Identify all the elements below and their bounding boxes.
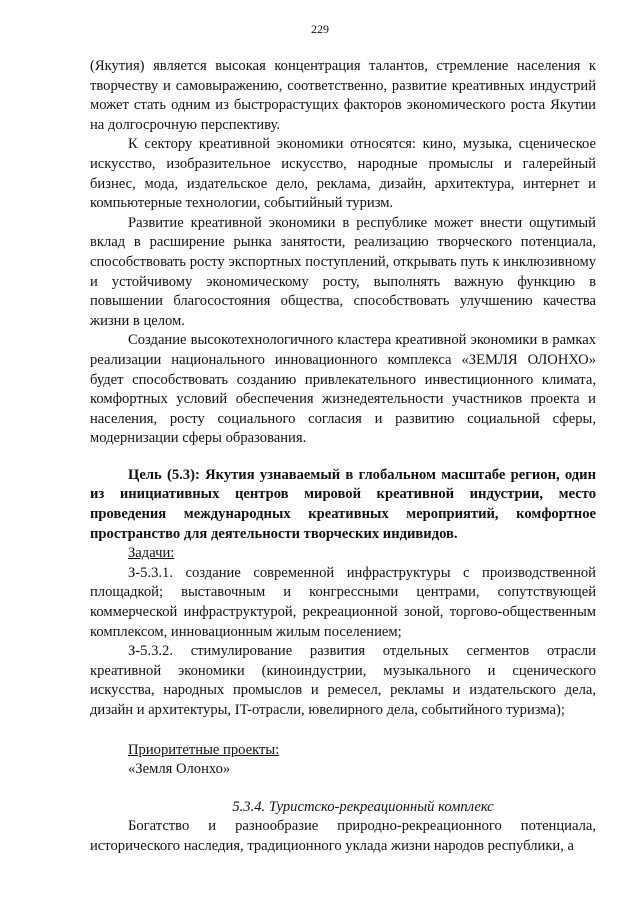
goal-statement: Цель (5.3): Якутия узнаваемый в глобальном масштабе регион, один из инициативных центров мировой креативной индустрии, место проведения международных креативных мероприятий, комфортное пространство для деятельности творческих индивидов.	[90, 466, 596, 542]
priority-projects-heading-text: Приоритетные проекты:	[128, 741, 280, 758]
paragraph-tourism-potential: Богатство и разнообразие природно-рекреационного потенциала, исторического наследия, традиционного уклада жизни народов республики, а	[90, 818, 596, 854]
priority-projects-heading	[90, 741, 596, 761]
task-item: З-5.3.2. стимулирование развития отдельных сегментов отрасли креативной экономики (киноиндустрии, музыкального и сценического искусства, народных промыслов и ремесел, рекламы и издательского дела, дизайн и архитектуры, IT-отрасли, ювелирного дела, событийного туризма);	[90, 643, 596, 718]
tasks-heading	[90, 544, 596, 564]
tasks-heading-text: Задачи:	[128, 545, 175, 562]
paragraph-economic-development: Развитие креативной экономики в республике может внести ощутимый вклад в расширение рынка занятости, реализацию творческого потенциала, способствовать росту экспортных поступлений, открывать путь к инклюзивному и устойчивому экономическому росту, выполнять важную функцию в повышении благосостояния общества, способствовать улучшению качества жизни в целом.	[90, 214, 596, 329]
priority-project-item: «Земля Олонхо»	[128, 761, 231, 778]
paragraph-olonkho-cluster: Создание высокотехнологичного кластера креативной экономики в рамках реализации национального инновационного комплекса «ЗЕМЛЯ ОЛОНХО» будет способствовать созданию привлекательного инвестиционного климата, комфортных условий обеспечения жизнедеятельности участников проекта и населения, росту социального согласия и развитию социальной сферы, модернизации сферы образования.	[90, 332, 596, 447]
paragraph-talent-concentration: (Якутия) является высокая концентрация талантов, стремление населения к творчеству и самовыражению, соответственно, развитие креативных индустрий может стать одним из быстрорастущих факторов экономического роста Якутии на долгосрочную перспективу.	[90, 58, 596, 133]
task-item: З-5.3.1. создание современной инфраструктуры с производственной площадкой; выставочным и конгрессными центрами, сопутствующей коммерческой инфраструктурой, рекреационной зоной, торгово-общественным комплексом, инновационным жилым поселением;	[90, 564, 596, 640]
page-number: 229	[311, 22, 329, 36]
page-content	[90, 57, 596, 857]
paragraph-creative-sectors: К сектору креативной экономики относятся: кино, музыка, сценическое искусство, изобразительное искусство, народные промыслы и галерейный бизнес, мода, издательское дело, реклама, дизайн, архитектура, интернет и компьютерные технологии, событийный туризм.	[90, 136, 596, 212]
section-title: 5.3.4. Туристско-рекреационный комплекс	[232, 798, 494, 815]
